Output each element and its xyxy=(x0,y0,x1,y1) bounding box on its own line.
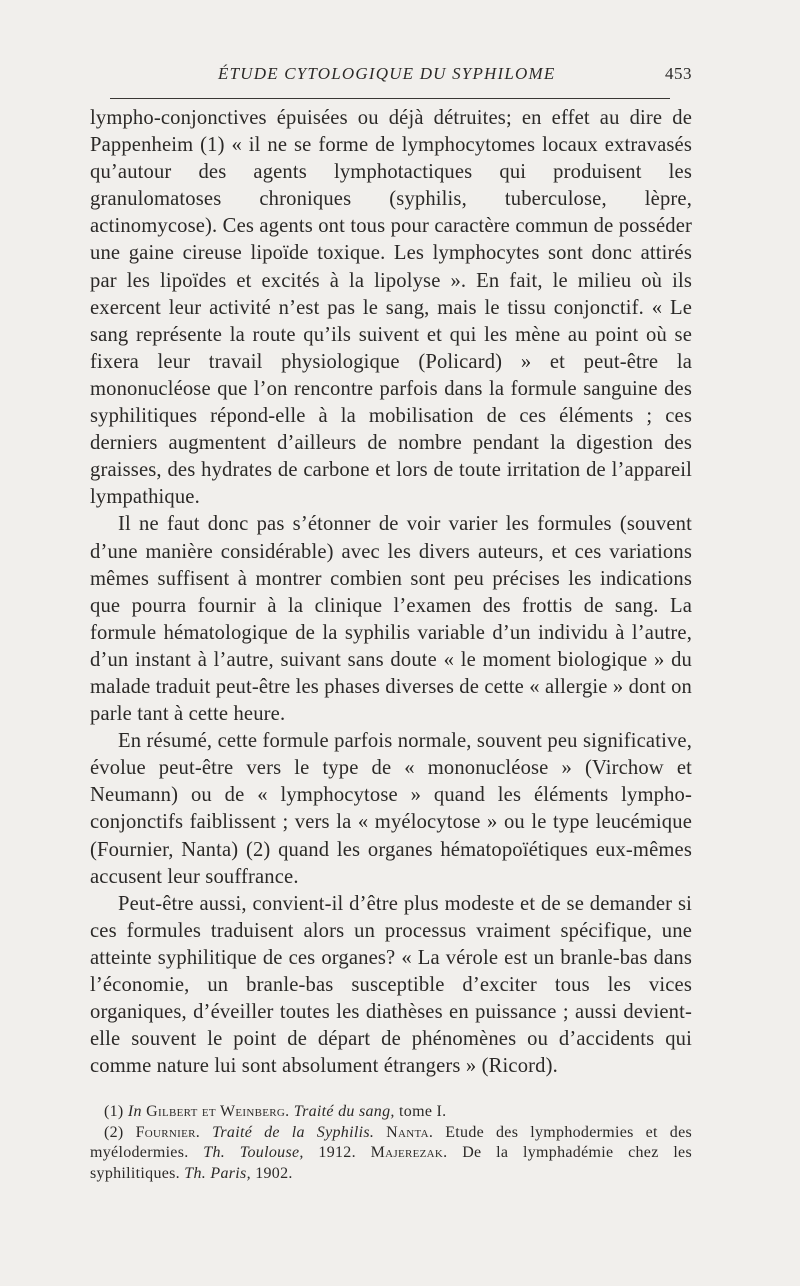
page-number: 453 xyxy=(665,64,692,83)
footnote-2 xyxy=(90,1123,692,1185)
footnote-2-title-1: Traité de la Syphilis. xyxy=(212,1123,375,1141)
body-text xyxy=(90,105,692,1080)
footnotes xyxy=(90,1102,692,1184)
running-title: ÉTUDE CYTOLOGIQUE DU SYPHILOME xyxy=(218,64,556,83)
paragraph-1: lympho-conjonctives épuisées ou déjà détruites; en effet au dire de Pappenheim (1) « il ne se forme de lymphocytomes locaux extravasés qu’autour des agents lymphotactiques qui produisent les granulomatoses chroniques (syphilis, tuberculose, lèpre, actinomycose). Ces agents ont tous pour caractère commun de posséder une gaine cireuse lipoïde toxique. Les lymphocytes sont donc attirés par les lipoïdes et excités à la lipolyse ». En fait, le milieu où ils exercent leur activité n’est pas le sang, mais le tissu conjonctif. « Le sang représente la route qu’ils suivent et qui les mène au point où se fixera leur travail physiologique (Policard) » et peut-être la mononucléose que l’on rencontre parfois dans la formule sanguine des syphilitiques répond-elle à la mobilisation de ces éléments ; ces derniers augmentent d’ailleurs de nombre pendant la digestion des graisses, des hydrates de carbone et lors de toute irritation de l’appareil lympathique. xyxy=(90,107,692,509)
footnote-2-number: (2) xyxy=(104,1123,124,1141)
footnote-1-in: In xyxy=(127,1103,142,1121)
footnote-1-authors: Gilbert et Weinberg xyxy=(146,1103,286,1121)
page xyxy=(90,58,692,1184)
paragraph-2: Il ne faut donc pas s’étonner de voir varier les formules (souvent d’une manière considérable) avec les divers auteurs, et ces variations mêmes suffisent à montrer combien sont peu précises les indications que pourra fournir à la clinique l’examen des frottis de sang. La formule hématologique de la syphilis variable d’un individu à l’autre, d’un instant à l’autre, suivant sans doute « le moment biologique » du malade traduit peut-être les phases diverses de cette « allergie » dont on parle tant à cette heure. xyxy=(90,513,693,726)
footnote-2-city-2: Th. Toulouse, xyxy=(203,1144,304,1162)
footnote-1-number: (1) xyxy=(104,1103,124,1121)
footnote-2-title-3: De la lymphadémie chez les syphilitiques. xyxy=(90,1144,692,1182)
paragraph-3: En résumé, cette formule parfois normale, souvent peu significative, évolue peut-être vers le type de « mononucléose » (Virchow et Neumann) ou de « lymphocytose » quand les éléments lympho-conjonctifs faiblissent ; vers la « myélocytose » ou le type leucémique (Fournier, Nanta) (2) quand les organes hématopoïétiques eux-mêmes accusent leur souffrance. xyxy=(90,730,692,888)
footnote-2-year-3: 1902. xyxy=(255,1164,293,1182)
footnote-2-author-3: Majerezak. xyxy=(370,1144,448,1162)
paragraph-4: Peut-être aussi, convient-il d’être plus modeste et de se demander si ces formules traduisent alors un processus vraiment spécifique, une atteinte syphilitique de ces organes? « La vérole est un branle-bas dans l’économie, un branle-bas susceptible d’exciter tous les vices organiques, d’éveiller toutes les diathèses en puissance ; aussi devient-elle souvent le point de départ de phénomènes ou d’accidents qui comme nature lui sont absolument étrangers » (Ricord). xyxy=(90,892,692,1078)
header-rule xyxy=(110,98,670,99)
footnote-2-author-1: Fournier. xyxy=(135,1123,201,1141)
footnote-2-city-3: Th. Paris, xyxy=(184,1164,251,1182)
running-header xyxy=(90,58,692,88)
footnote-2-author-2: Nanta. xyxy=(386,1123,434,1141)
footnote-1-title: Traité du sang, xyxy=(293,1103,395,1121)
footnote-2-title-2: Etude des lymphodermies et des myélodermies. xyxy=(90,1123,693,1162)
footnote-1: (1) In Gilbert et Weinberg. Traité du sang, tome I. xyxy=(104,1103,447,1121)
footnote-2-year-2: 1912. xyxy=(318,1144,356,1162)
footnote-1-rest: tome I. xyxy=(399,1103,447,1121)
